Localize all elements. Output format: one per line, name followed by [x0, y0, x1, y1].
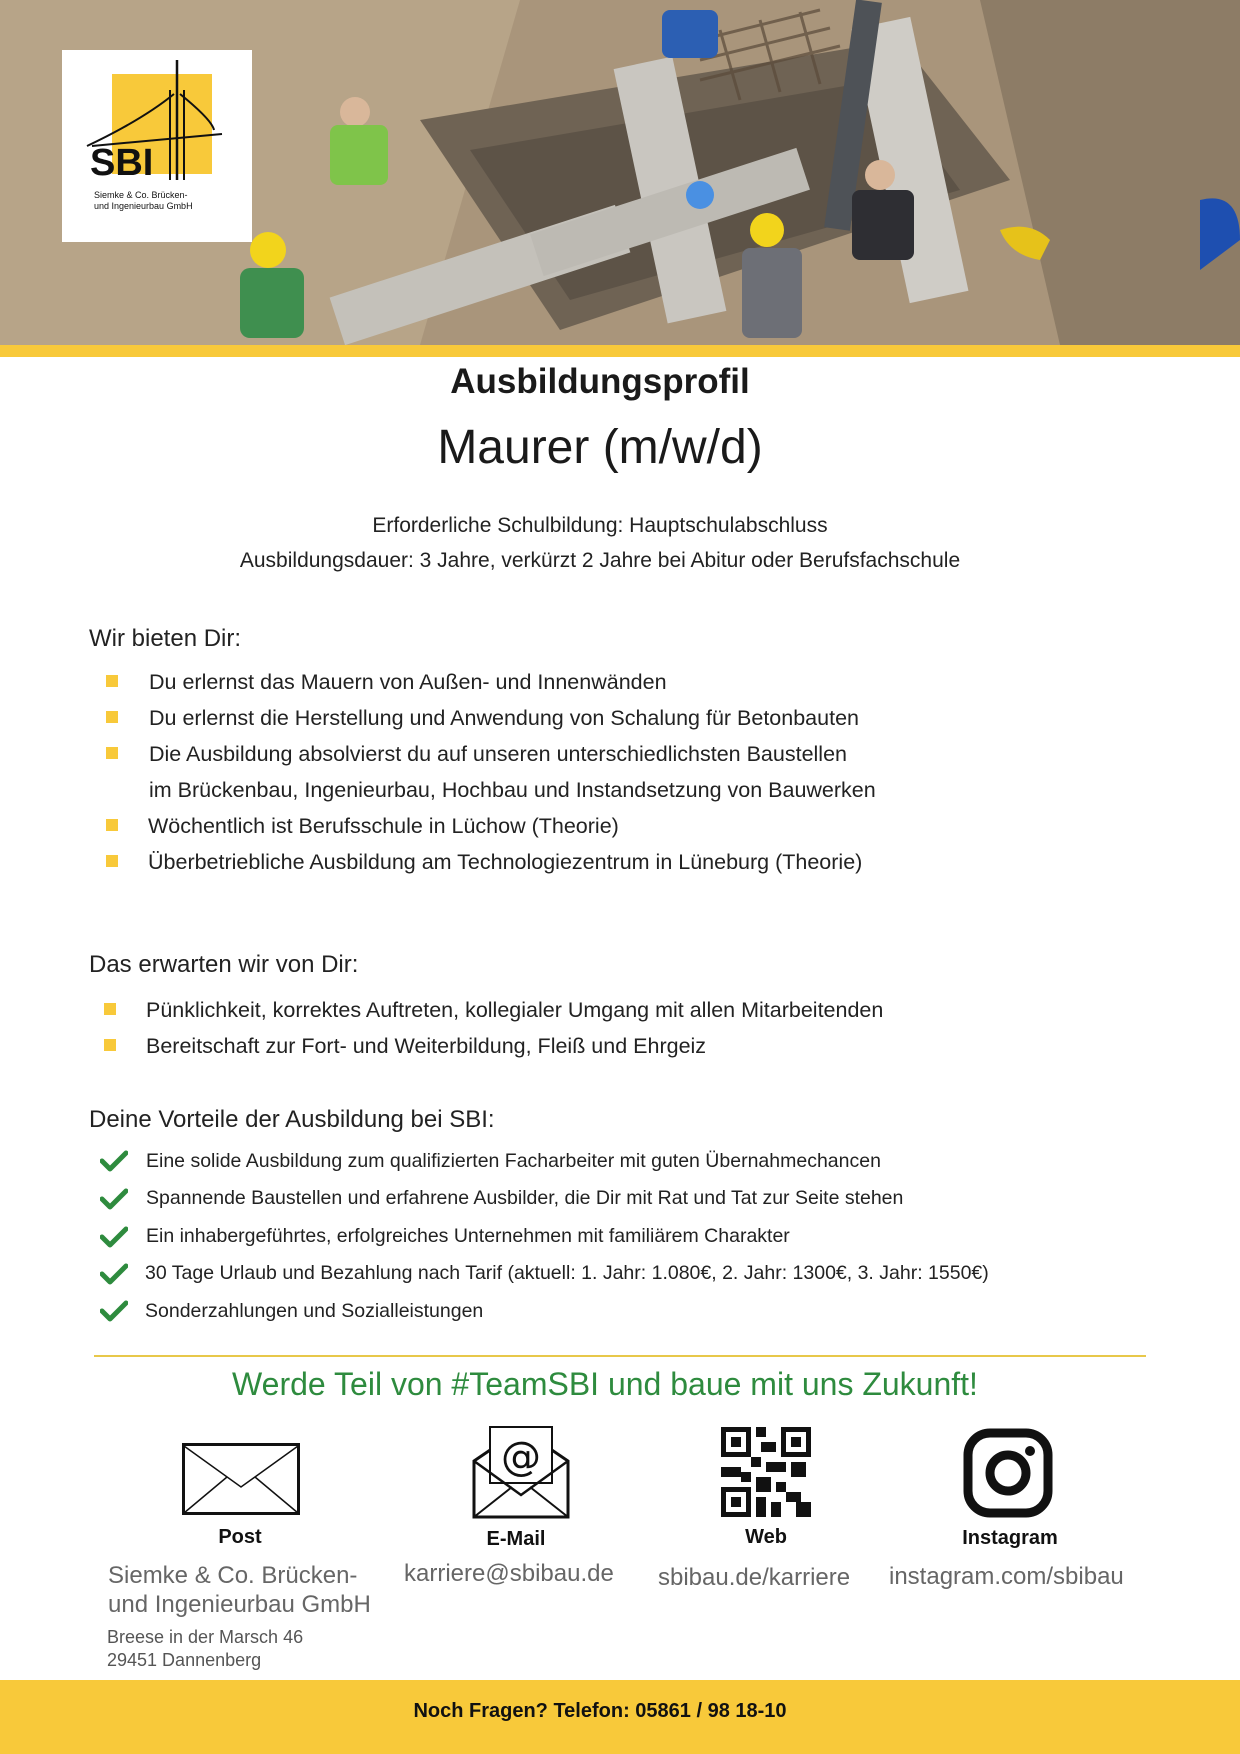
- bullet-square-icon: [106, 675, 118, 687]
- list-item: Bereitschaft zur Fort- und Weiterbildung, Fleiß und Ehrgeiz: [146, 1034, 707, 1058]
- list-item: Ein inhabergeführtes, erfolgreiches Unternehmen mit familiärem Charakter: [146, 1225, 790, 1247]
- post-company-line1: Siemke & Co. Brücken-: [108, 1562, 358, 1589]
- checkmark-icon: [100, 1226, 128, 1248]
- email-icon[interactable]: [472, 1425, 570, 1519]
- bullet-square-icon: [104, 1003, 116, 1015]
- post-company-line2: und Ingenieurbau GmbH: [108, 1591, 371, 1618]
- bullet-square-icon: [106, 711, 118, 723]
- email-link[interactable]: karriere@sbibau.de: [404, 1560, 614, 1587]
- bullet-square-icon: [106, 819, 118, 831]
- instagram-link[interactable]: instagram.com/sbibau: [889, 1563, 1124, 1590]
- instagram-icon[interactable]: [963, 1428, 1053, 1518]
- sbi-logo: [62, 50, 252, 242]
- bullet-square-icon: [106, 855, 118, 867]
- hero-accent-band: [0, 345, 1240, 357]
- list-item-continuation: im Brückenbau, Ingenieurbau, Hochbau und Instandsetzung von Bauwerken: [149, 778, 876, 802]
- benefits-heading: Deine Vorteile der Ausbildung bei SBI:: [89, 1106, 495, 1133]
- school-requirement: Erforderliche Schulbildung: Hauptschulabschluss: [372, 514, 828, 537]
- list-item: Überbetriebliche Ausbildung am Technologiezentrum in Lüneburg (Theorie): [148, 850, 863, 874]
- instagram-label: Instagram: [962, 1527, 1058, 1549]
- logo-brand: SBI: [90, 142, 154, 184]
- post-label: Post: [218, 1526, 262, 1548]
- qr-code-icon[interactable]: [721, 1427, 811, 1517]
- list-item: Spannende Baustellen und erfahrene Ausbilder, die Dir mit Rat und Tat zur Seite stehen: [146, 1187, 904, 1209]
- list-item: Die Ausbildung absolvierst du auf unseren unterschiedlichsten Baustellen: [149, 742, 847, 766]
- footer-phone[interactable]: Noch Fragen? Telefon: 05861 / 98 18-10: [413, 1700, 787, 1722]
- logo-company-line1: Siemke & Co. Brücken-: [94, 190, 188, 200]
- list-item: Eine solide Ausbildung zum qualifizierten Facharbeiter mit guten Übernahmechancen: [146, 1150, 881, 1172]
- web-link[interactable]: sbibau.de/karriere: [658, 1564, 851, 1591]
- page-title: Ausbildungsprofil: [450, 362, 750, 401]
- logo-company: [94, 190, 193, 212]
- envelope-icon: [182, 1443, 300, 1515]
- list-item: Du erlernst die Herstellung und Anwendung von Schalung für Betonbauten: [149, 706, 859, 730]
- list-item: Sonderzahlungen und Sozialleistungen: [145, 1300, 484, 1322]
- email-label: E-Mail: [486, 1528, 546, 1550]
- checkmark-icon: [100, 1263, 128, 1285]
- divider: [94, 1355, 1146, 1357]
- bullet-square-icon: [106, 747, 118, 759]
- expect-heading: Das erwarten wir von Dir:: [89, 951, 359, 978]
- list-item: Wöchentlich ist Berufsschule in Lüchow (Theorie): [148, 814, 619, 838]
- list-item: Pünklichkeit, korrektes Auftreten, kollegialer Umgang mit allen Mitarbeitenden: [146, 998, 884, 1022]
- post-address: [107, 1626, 303, 1672]
- web-label: Web: [745, 1526, 787, 1548]
- training-duration: Ausbildungsdauer: 3 Jahre, verkürzt 2 Jahre bei Abitur oder Berufsfachschule: [239, 549, 961, 572]
- offer-heading: Wir bieten Dir:: [89, 625, 242, 652]
- bullet-square-icon: [104, 1039, 116, 1051]
- address-city: 29451 Dannenberg: [107, 1650, 262, 1670]
- list-item: Du erlernst das Mauern von Außen- und Innenwänden: [149, 670, 667, 694]
- logo-company-line2: und Ingenieurbau GmbH: [94, 201, 193, 211]
- list-item: 30 Tage Urlaub und Bezahlung nach Tarif (aktuell: 1. Jahr: 1.080€, 2. Jahr: 1300€, 3. Jahr: 1550€): [145, 1262, 989, 1284]
- job-title: Maurer (m/w/d): [437, 421, 763, 474]
- svg-text:@: @: [501, 1434, 541, 1480]
- slogan: Werde Teil von #TeamSBI und baue mit uns Zukunft!: [232, 1366, 978, 1402]
- checkmark-icon: [100, 1150, 128, 1172]
- address-street: Breese in der Marsch 46: [107, 1627, 304, 1647]
- checkmark-icon: [100, 1300, 128, 1322]
- checkmark-icon: [100, 1188, 128, 1210]
- hero-photo: [0, 0, 1240, 345]
